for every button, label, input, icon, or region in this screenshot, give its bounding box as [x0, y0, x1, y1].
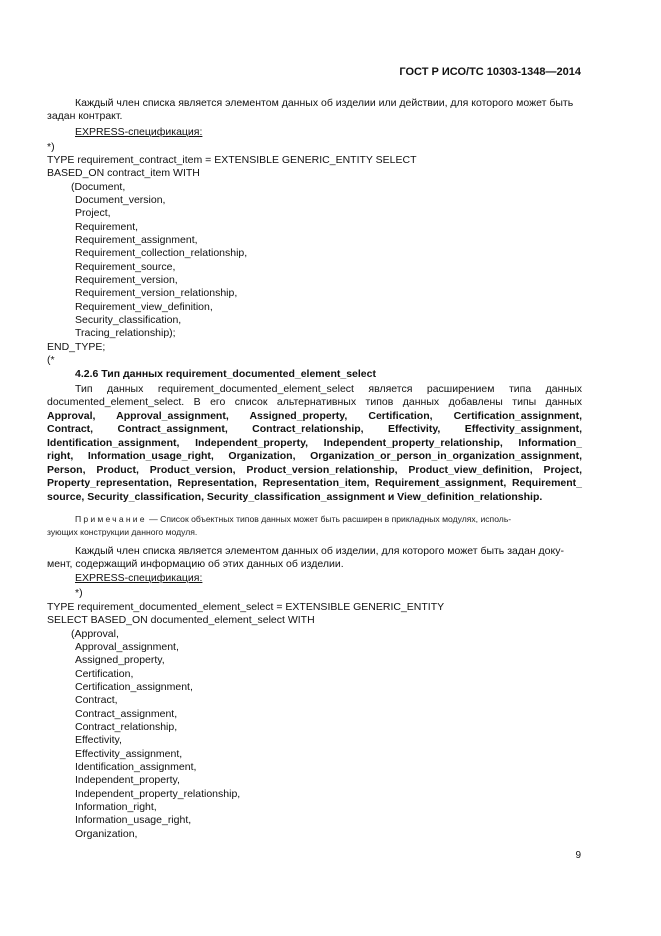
section-heading: 4.2.6 Тип данных requirement_documented_element_select: [75, 368, 376, 380]
code-line: Requirement_source,: [75, 261, 176, 273]
code-line: Requirement,: [75, 221, 139, 233]
code-line: Certification_assignment,: [75, 681, 193, 693]
code-line: Tracing_relationship);: [75, 327, 176, 339]
express-label: EXPRESS-спецификация:: [75, 126, 203, 138]
code-line: Effectivity,: [75, 734, 122, 746]
paragraph-line: мент, содержащий информацию об этих данных об изделии.: [47, 558, 344, 570]
paragraph-line: Person, Product, Product_version, Product_version_relationship, Product_view_definition, Project,: [47, 464, 582, 476]
code-line: Effectivity_assignment,: [75, 748, 183, 760]
code-line: Contract_assignment,: [75, 708, 178, 720]
paragraph-line: source, Security_classification, Security_classification_assignment и View_definition_relationship.: [47, 491, 543, 503]
code-line: TYPE requirement_documented_element_select = EXTENSIBLE GENERIC_ENTITY: [47, 601, 445, 613]
document-header: ГОСТ Р ИСО/ТС 10303-1348—2014: [399, 66, 581, 78]
code-line: Requirement_version_relationship,: [75, 287, 238, 299]
code-line: END_TYPE;: [47, 341, 106, 353]
intro-paragraph: Каждый член списка является элементом данных об изделии или действии, для которого может быть задан контракт.: [47, 97, 574, 123]
code-line: (Document,: [71, 181, 126, 193]
code-line: Document_version,: [75, 194, 166, 206]
paragraph-line: Тип данных requirement_documented_element_select является расширением типа данных: [75, 383, 582, 395]
code-line: Certification,: [75, 668, 134, 680]
code-line: Information_right,: [75, 801, 157, 813]
code-line: Project,: [75, 207, 111, 219]
code-line: Approval_assignment,: [75, 641, 179, 653]
code-line: Organization,: [75, 828, 138, 840]
paragraph-line: right, Information_usage_right, Organization, Organization_or_person_in_organization_assignment,: [47, 450, 582, 462]
code-line: (Approval,: [71, 628, 119, 640]
code-line: TYPE requirement_contract_item = EXTENSIBLE GENERIC_ENTITY SELECT: [47, 154, 417, 166]
code-line: Security_classification,: [75, 314, 182, 326]
note: [75, 513, 582, 525]
code-line: Independent_property,: [75, 774, 180, 786]
paragraph-line: Identification_assignment, Independent_property, Independent_property_relationship, Information_: [47, 437, 582, 449]
code-line: Assigned_property,: [75, 654, 165, 666]
code-line: SELECT BASED_ON documented_element_select WITH: [47, 614, 315, 626]
code-line: Requirement_collection_relationship,: [75, 247, 248, 259]
paragraph-line: Approval, Approval_assignment, Assigned_property, Certification, Certification_assignment,: [47, 410, 582, 422]
code-line: Requirement_version,: [75, 274, 178, 286]
note-continuation: зующих конструкции данного модуля.: [47, 527, 198, 537]
note-text: — Список объектных типов данных может быть расширен в прикладных модулях, исполь-: [149, 514, 512, 524]
code-line: Information_usage_right,: [75, 814, 192, 826]
code-line: *): [47, 141, 55, 153]
paragraph-line: Каждый член списка является элементом данных об изделии, для которого может быть задан доку-: [75, 545, 564, 557]
note-label: Примечание: [75, 514, 147, 524]
paragraph-line: documented_element_select. В его список альтернативных типов данных добавлены типы данных: [47, 396, 582, 408]
express-label: EXPRESS-спецификация:: [75, 572, 203, 584]
code-line: Independent_property_relationship,: [75, 788, 241, 800]
code-line: Requirement_assignment,: [75, 234, 198, 246]
page-number: 9: [575, 850, 581, 861]
paragraph-line: Property_representation, Representation, Representation_item, Requirement_assignment, Requirement_: [47, 477, 582, 489]
code-line: Contract,: [75, 694, 118, 706]
code-line: Contract_relationship,: [75, 721, 178, 733]
paragraph-line: Contract, Contract_assignment, Contract_relationship, Effectivity, Effectivity_assignment,: [47, 423, 582, 435]
code-line: Requirement_view_definition,: [75, 301, 213, 313]
code-line: Identification_assignment,: [75, 761, 197, 773]
code-line: (*: [47, 354, 55, 366]
code-line: BASED_ON contract_item WITH: [47, 167, 200, 179]
code-line: *): [75, 587, 83, 599]
